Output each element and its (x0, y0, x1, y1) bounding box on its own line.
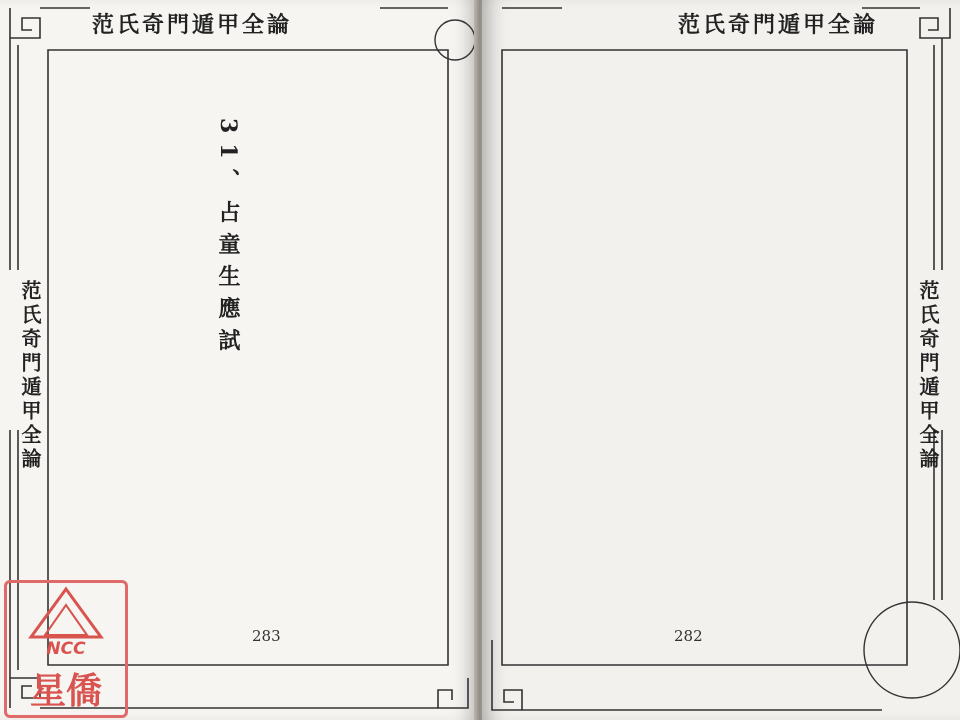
right-outer-rule (934, 38, 942, 270)
stamp-name: 星僑 (29, 671, 102, 712)
right-corner-bottom-left (492, 640, 522, 710)
left-side-title: 范氏奇門遁甲全論 (18, 280, 42, 472)
left-text-area (60, 70, 440, 630)
left-corner-circle (435, 20, 475, 60)
stamp-triangle-icon (7, 583, 125, 643)
left-page (0, 0, 478, 720)
left-header-title: 范氏奇門遁甲全論 (92, 12, 293, 38)
left-corner-top-left (10, 8, 40, 38)
section-heading: 31、占童生應試 (215, 118, 241, 361)
right-page-number: 282 (674, 627, 703, 645)
ncc-stamp (4, 580, 128, 718)
left-page-number: 283 (252, 627, 281, 645)
stamp-ncc-label: NCC (46, 639, 86, 659)
left-outer-rule (10, 38, 18, 270)
left-corner-bottom-right (438, 678, 468, 708)
right-header-title: 范氏奇門遁甲全論 (678, 12, 879, 38)
right-page (482, 0, 960, 720)
right-corner-top-right (920, 8, 950, 38)
right-text-area (510, 70, 900, 630)
right-side-title: 范氏奇門遁甲全論 (916, 280, 940, 472)
